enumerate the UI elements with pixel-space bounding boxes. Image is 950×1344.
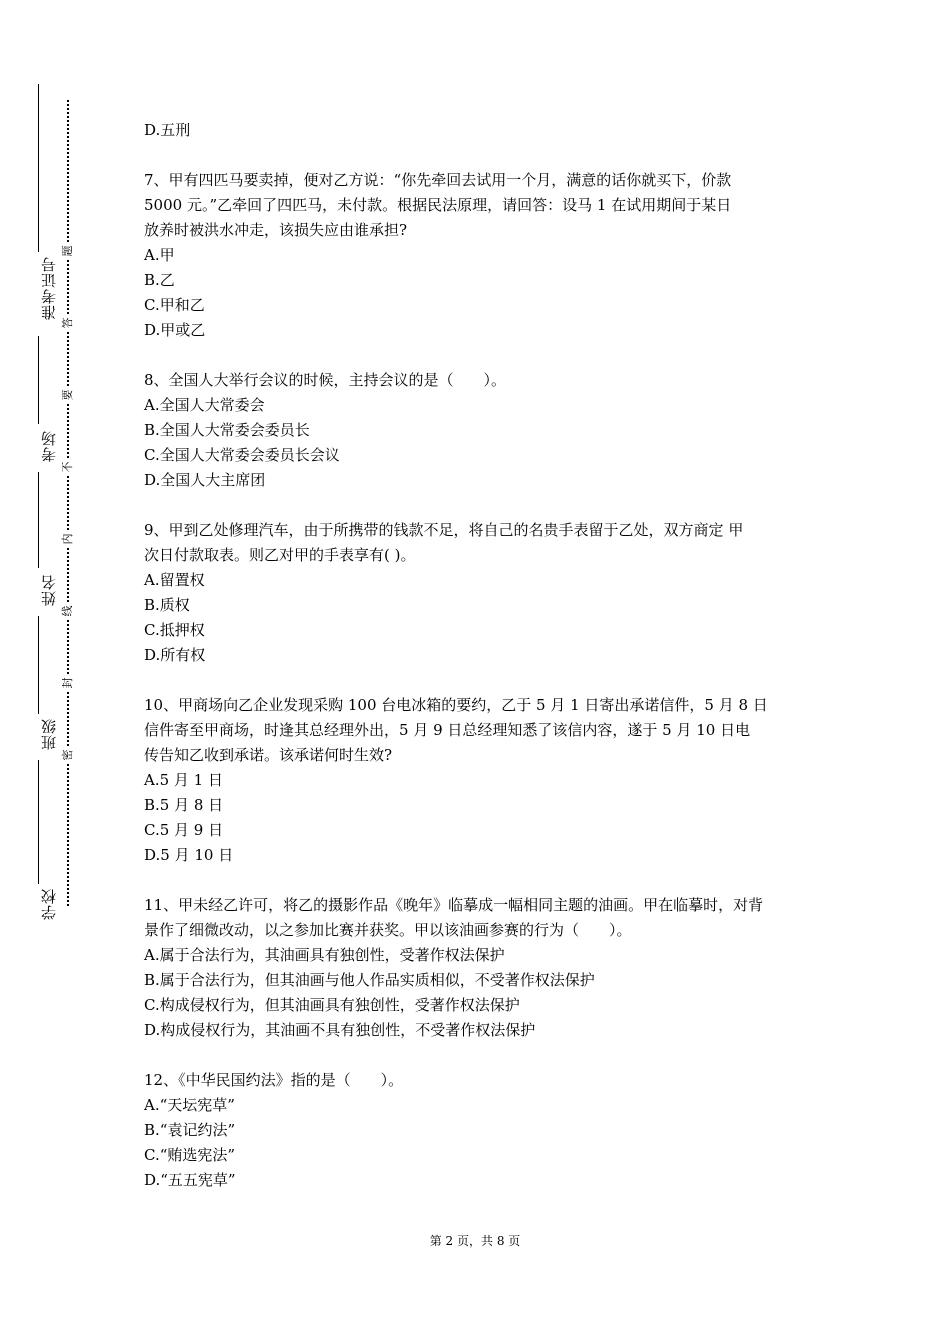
option: B.乙 [144,271,175,289]
option: D.甲或乙 [144,321,206,339]
option: D.5 月 10 日 [144,846,234,864]
option: B.质权 [144,596,190,614]
seal-char: 封 [61,675,75,691]
question-text-line: 11、甲未经乙许可，将乙的摄影作品《晚年》临摹成一幅相同主题的油画。甲在临摹时，对背 [144,896,764,914]
seal-char: 题 [61,243,75,259]
option: A.全国人大常委会 [144,396,265,414]
field-rule [38,336,39,424]
seal-char: 内 [61,531,75,547]
option: C.甲和乙 [144,296,205,314]
question-block [144,168,814,343]
option: D.构成侵权行为，其油画不具有独创性，不受著作权法保护 [144,1021,536,1039]
question-text-line: 5000 元。”乙牵回了四匹马，未付款。根据民法原理，请回答：设马 1 在试用期间于某日 [144,196,732,214]
option: C.全国人大常委会委员长会议 [144,446,340,464]
option: D.“五五宪草” [144,1171,236,1189]
question-text-line: 放养时被洪水冲走，该损失应由谁承担? [144,221,408,239]
option: B.“袁记约法” [144,1121,236,1139]
question-text-line: 景作了细微改动，以之参加比赛并获奖。甲以该油画参赛的行为（ ）。 [144,921,632,939]
question-block [144,893,814,1043]
seal-dotted-line [67,100,69,906]
question-text-line: 信件寄至甲商场，时逢其总经理外出，5 月 9 日总经理知悉了该信内容，遂于 5 月 10 日电 [144,721,751,739]
seal-char: 不 [61,459,75,475]
seal-char: 要 [61,387,75,403]
class-label: 班级 [40,718,58,750]
seal-char: 答 [61,315,75,331]
page-footer: 第 2 页，共 8 页 [429,1234,521,1248]
field-rule [38,84,39,252]
question-text-line: 10、甲商场向乙企业发现采购 100 台电冰箱的要约，乙于 5 月 1 日寄出承诺信件，5 月 8 日 [144,696,768,714]
question-text-line: 传告知乙收到承诺。该承诺何时生效? [144,746,393,764]
option: C.抵押权 [144,621,205,639]
option: D.五刑 [144,121,191,139]
option: A.留置权 [144,571,205,589]
option: A.5 月 1 日 [144,771,223,789]
option: B.全国人大常委会委员长 [144,421,310,439]
seal-char: 密 [61,747,75,763]
option: D.全国人大主席团 [144,471,266,489]
question-text-line: 8、全国人大举行会议的时候，主持会议的是（ ）。 [144,371,507,389]
field-rule [38,616,39,714]
question-block [144,368,814,493]
question-content [144,118,814,1193]
question-text-line: 12、《中华民国约法》指的是（ ）。 [144,1071,404,1089]
option: B.5 月 8 日 [144,796,224,814]
option: A.甲 [144,246,175,264]
option: A.“天坛宪草” [144,1096,235,1114]
field-rule [38,472,39,568]
option: C.构成侵权行为，但其油画具有独创性，受著作权法保护 [144,996,520,1014]
question-block [144,1068,814,1193]
name-label: 姓名 [40,574,58,606]
question-text-line: 7、甲有四匹马要卖掉，便对乙方说：“你先牵回去试用一个月，满意的话你就买下，价款 [144,171,732,189]
option: D.所有权 [144,646,206,664]
question-list [144,168,814,1193]
seal-char: 线 [61,603,75,619]
option: C.“贿选宪法” [144,1146,236,1164]
exam-room-label: 考场 [40,430,58,462]
question-text-line: 9、甲到乙处修理汽车，由于所携带的钱款不足，将自己的名贵手表留于乙处，双方商定 甲 [144,521,744,539]
question-block [144,518,814,668]
option: A.属于合法行为，其油画具有独创性，受著作权法保护 [144,946,505,964]
field-rule [38,760,39,884]
exam-id-label: 准考证号 [40,256,58,320]
question-text-line: 次日付款取表。则乙对甲的手表享有( )。 [144,546,416,564]
option: C.5 月 9 日 [144,821,224,839]
school-label: 学校 [40,888,58,920]
option: B.属于合法行为，但其油画与他人作品实质相似，不受著作权法保护 [144,971,595,989]
question-block [144,693,814,868]
